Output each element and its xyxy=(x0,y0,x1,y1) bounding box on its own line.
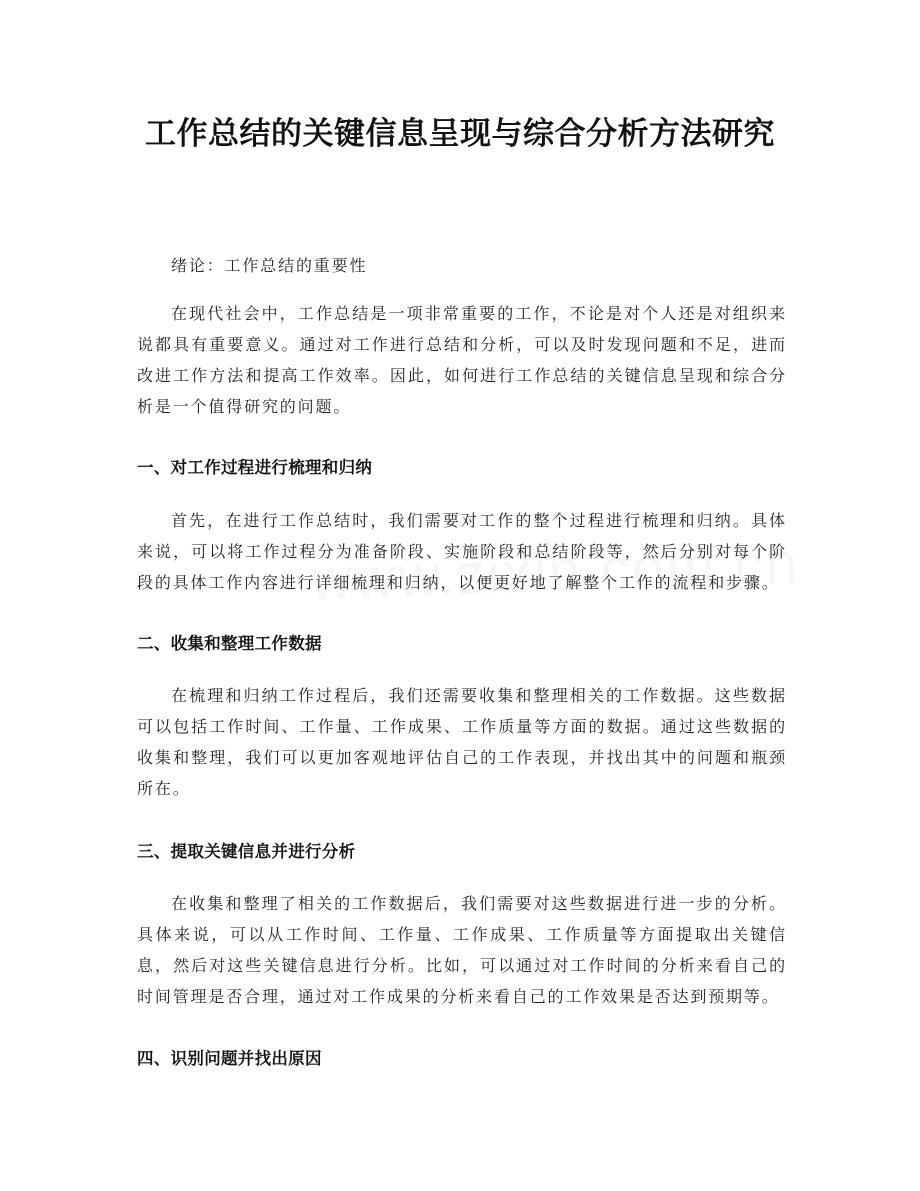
section-2-heading: 二、收集和整理工作数据 xyxy=(137,634,322,653)
section-1-heading: 一、对工作过程进行梳理和归纳 xyxy=(137,458,373,477)
document-title: 工作总结的关键信息呈现与综合分析方法研究 xyxy=(145,116,775,152)
section-1-paragraph: 首先，在进行工作总结时，我们需要对工作的整个过程进行梳理和归纳。具体来说，可以将工作过程分为准备阶段、实施阶段和总结阶段等，然后分别对每个阶段的具体工作内容进行详细梳理和归纳，以便更好地了解整个工作的流程和步骤。 xyxy=(137,511,787,592)
section-3-heading: 三、提取关键信息并进行分析 xyxy=(137,842,356,861)
intro-heading: 绪论：工作总结的重要性 xyxy=(171,256,368,275)
intro-paragraph: 在现代社会中，工作总结是一项非常重要的工作，不论是对个人还是对组织来说都具有重要意义。通过对工作进行总结和分析，可以及时发现问题和不足，进而改进工作方法和提高工作效率。因此，如何进行工作总结的关键信息呈现和综合分析是一个值得研究的问题。 xyxy=(137,304,787,416)
section-4-heading: 四、识别问题并找出原因 xyxy=(137,1049,322,1068)
section-3-paragraph: 在收集和整理了相关的工作数据后，我们需要对这些数据进行进一步的分析。具体来说，可以从工作时间、工作量、工作成果、工作质量等方面提取出关键信息，然后对这些关键信息进行分析。比如，可以通过对工作时间的分析来看自己的时间管理是否合理，通过对工作成果的分析来看自己的工作效果是否达到预期等。 xyxy=(137,894,787,1006)
section-2-paragraph: 在梳理和归纳工作过程后，我们还需要收集和整理相关的工作数据。这些数据可以包括工作时间、工作量、工作成果、工作质量等方面的数据。通过这些数据的收集和整理，我们可以更加客观地评估自己的工作表现，并找出其中的问题和瓶颈所在。 xyxy=(137,686,787,798)
